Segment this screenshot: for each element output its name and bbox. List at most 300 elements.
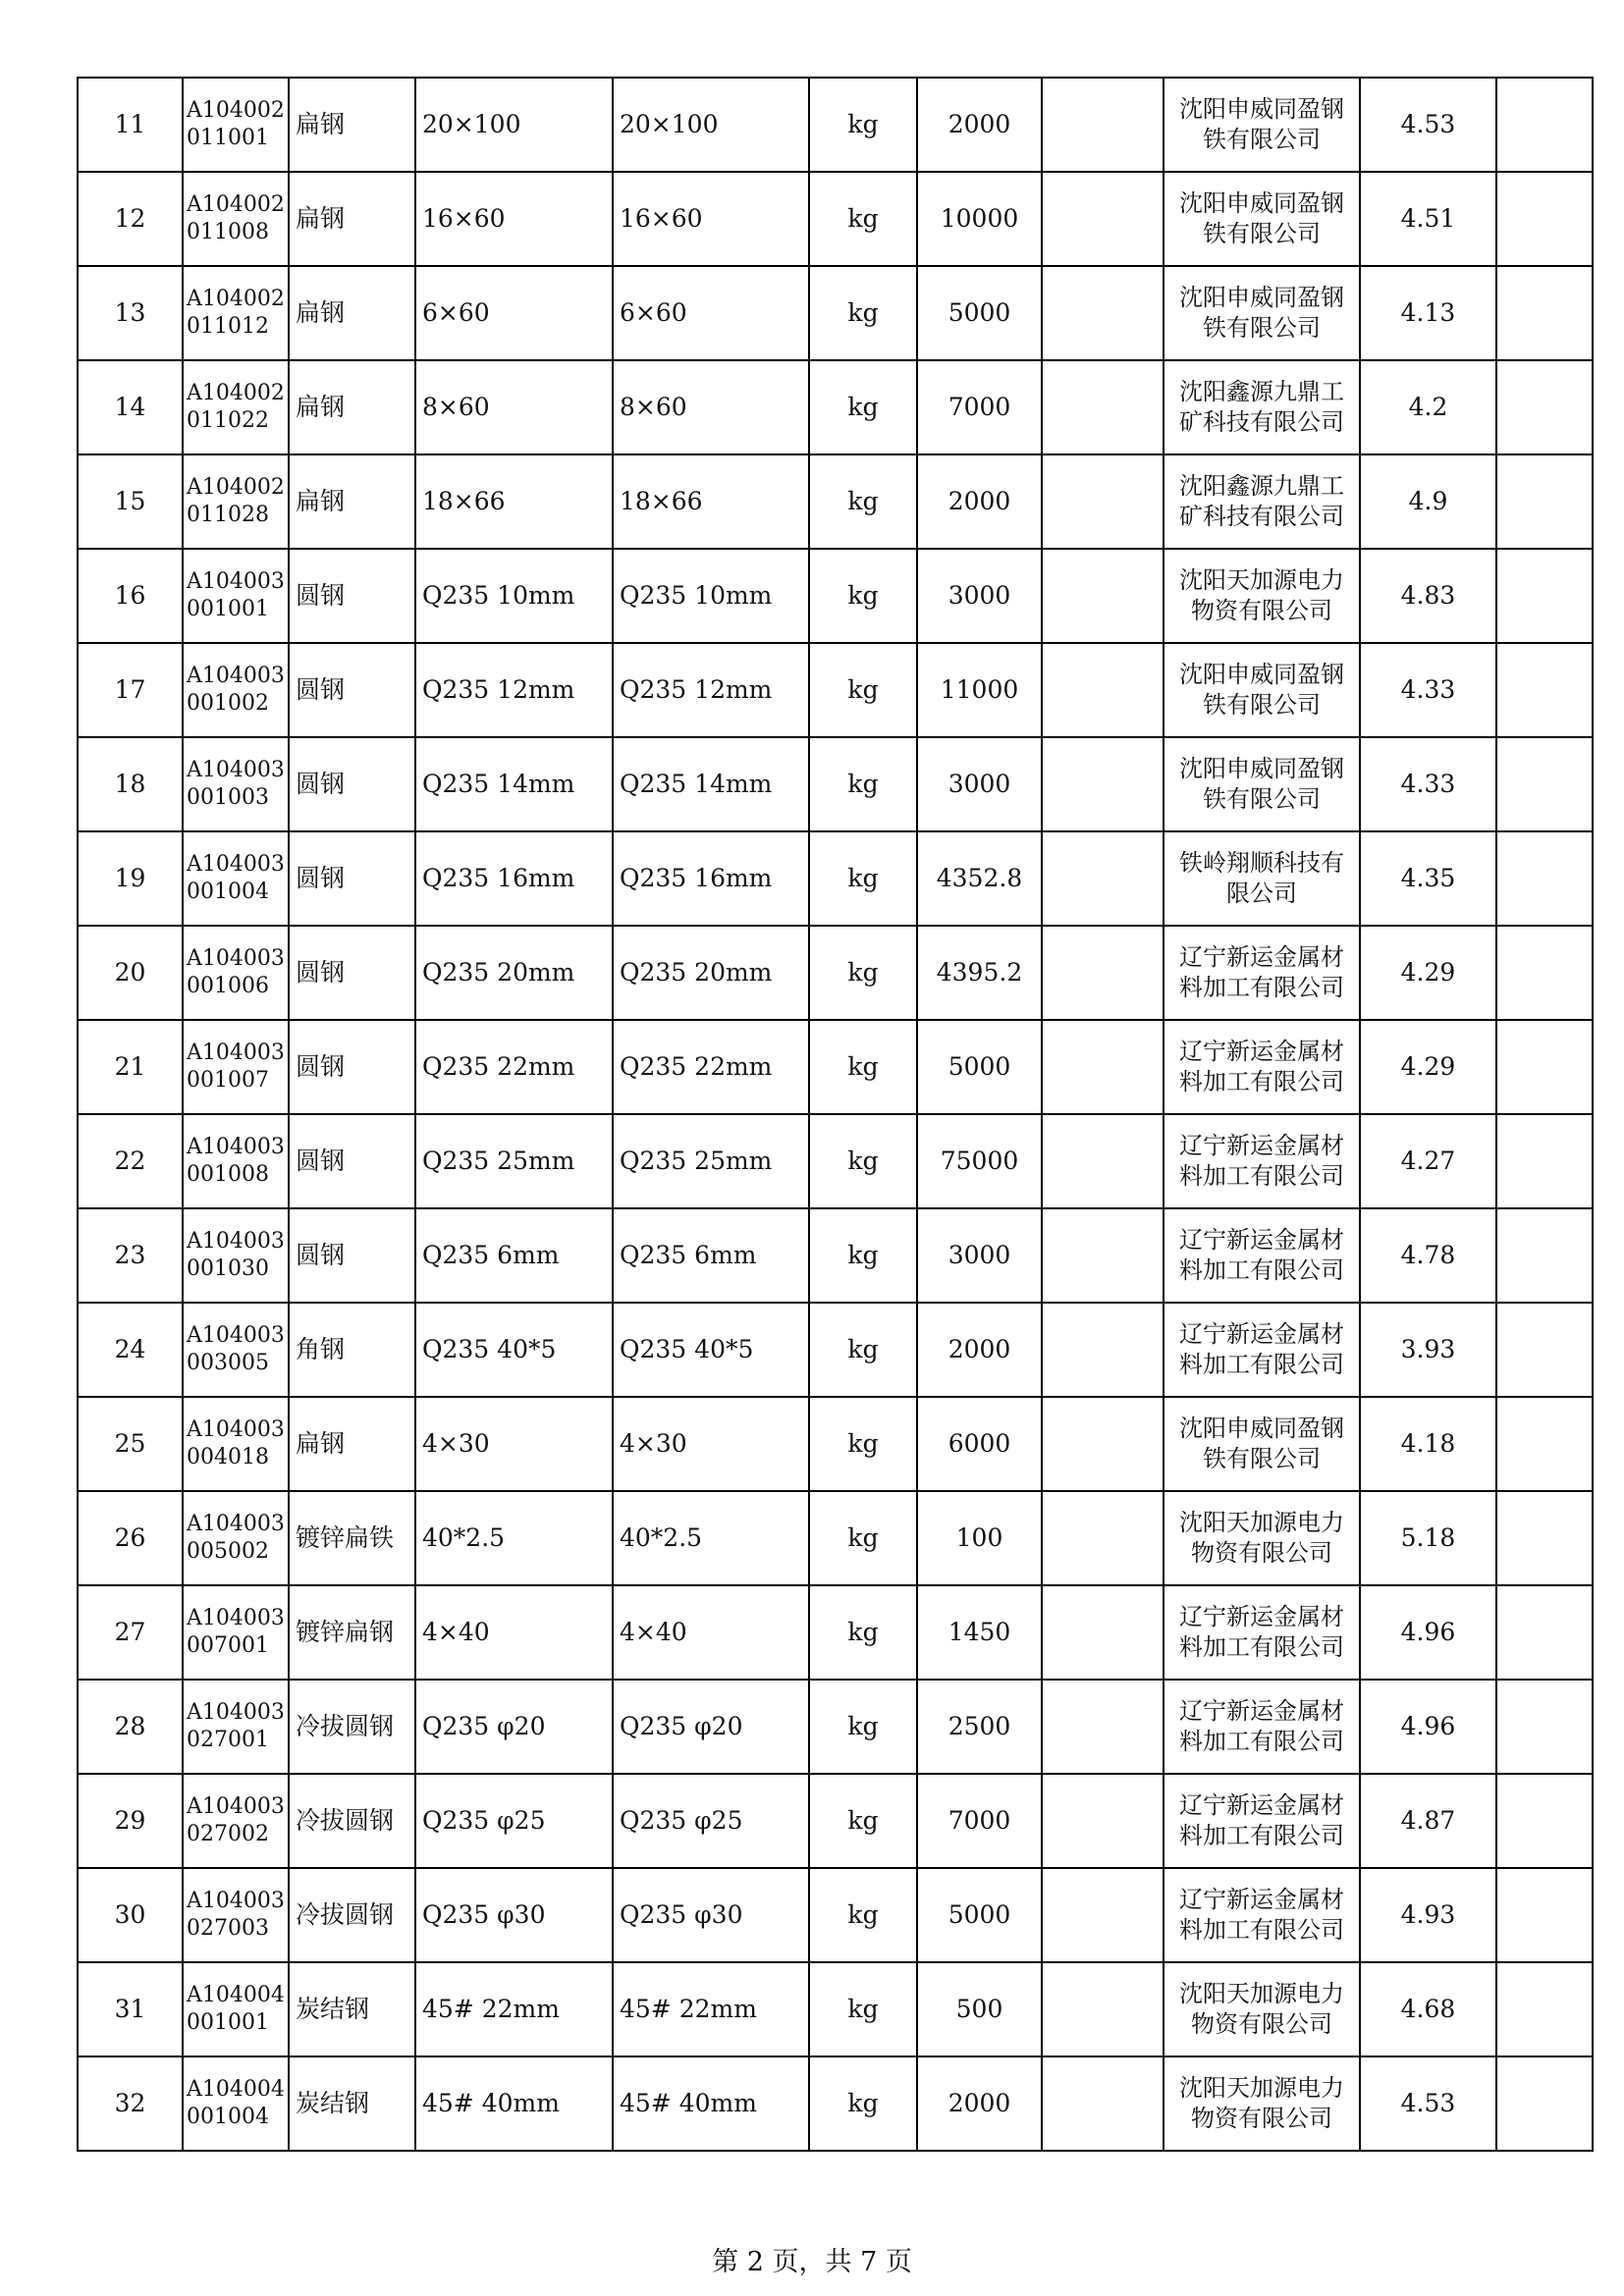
specification: 16×60	[422, 204, 506, 233]
material-code-cell	[183, 1868, 289, 1962]
specification-cell	[415, 1020, 613, 1114]
quantity: 2000	[947, 1335, 1011, 1363]
supplier: 辽宁新运金属材料加工有限公司	[1179, 1038, 1344, 1095]
material-code-cell	[183, 643, 289, 737]
unit-price: 4.29	[1400, 958, 1456, 987]
supplier: 辽宁新运金属材料加工有限公司	[1179, 943, 1344, 1001]
supplier-cell	[1164, 1774, 1360, 1868]
model-cell	[613, 2056, 809, 2151]
unit-price: 4.83	[1400, 581, 1456, 610]
material-name: 扁钢	[296, 487, 346, 515]
table-row	[78, 1585, 1593, 1680]
material-code: A104003001008	[187, 1135, 285, 1187]
row-number: 19	[114, 864, 146, 892]
specification: Q235 40*5	[422, 1335, 557, 1363]
material-code-cell	[183, 926, 289, 1020]
material-name-cell	[289, 643, 415, 737]
blank-cell-cell	[1496, 1114, 1593, 1208]
row-number-cell	[78, 2056, 183, 2151]
material-name-cell	[289, 831, 415, 926]
row-number-cell	[78, 737, 183, 831]
material-name-cell	[289, 1774, 415, 1868]
unit-cell	[809, 1208, 917, 1303]
material-name: 圆钢	[296, 770, 346, 798]
row-number-cell	[78, 454, 183, 549]
quantity: 500	[955, 1995, 1003, 2023]
model-cell	[613, 1208, 809, 1303]
supplier-cell	[1164, 360, 1360, 454]
blank-cell-cell	[1496, 78, 1593, 172]
material-name: 圆钢	[296, 675, 346, 704]
quantity-cell	[917, 1303, 1042, 1397]
unit-price-cell	[1360, 454, 1496, 549]
model-cell	[613, 549, 809, 643]
row-number-cell	[78, 1680, 183, 1774]
unit-price: 4.9	[1408, 487, 1448, 515]
unit-price-cell	[1360, 78, 1496, 172]
supplier-cell	[1164, 1868, 1360, 1962]
blank-cell-cell	[1042, 1868, 1164, 1962]
supplier-cell	[1164, 1585, 1360, 1680]
quantity: 100	[955, 1523, 1003, 1552]
specification: 45# 22mm	[422, 1995, 560, 2023]
model-cell	[613, 926, 809, 1020]
row-number-cell	[78, 643, 183, 737]
specification-cell	[415, 737, 613, 831]
model-cell	[613, 172, 809, 266]
table-row	[78, 1208, 1593, 1303]
specification: 8×60	[422, 393, 490, 421]
specification: Q235 16mm	[422, 864, 575, 892]
material-name: 冷拔圆钢	[296, 1900, 395, 1929]
quantity: 4352.8	[936, 864, 1023, 892]
model: Q235 16mm	[620, 864, 773, 892]
blank-cell-cell	[1496, 360, 1593, 454]
blank-cell-cell	[1496, 1397, 1593, 1491]
row-number-cell	[78, 1868, 183, 1962]
row-number-cell	[78, 1585, 183, 1680]
material-name-cell	[289, 360, 415, 454]
row-number-cell	[78, 1397, 183, 1491]
material-name-cell	[289, 737, 415, 831]
model-cell	[613, 1020, 809, 1114]
supplier: 沈阳天加源电力物资有限公司	[1179, 566, 1344, 624]
unit-price: 4.2	[1408, 393, 1448, 421]
model: Q235 φ20	[620, 1712, 743, 1740]
supplier-cell	[1164, 2056, 1360, 2151]
specification: Q235 25mm	[422, 1147, 575, 1175]
quantity-cell	[917, 831, 1042, 926]
row-number-cell	[78, 1208, 183, 1303]
model-cell	[613, 1585, 809, 1680]
material-name: 扁钢	[296, 204, 346, 233]
specification: Q235 22mm	[422, 1052, 575, 1081]
unit-price-cell	[1360, 1491, 1496, 1585]
material-code: A104003027001	[187, 1700, 285, 1752]
quantity: 11000	[940, 675, 1019, 704]
specification: Q235 10mm	[422, 581, 575, 610]
model-cell	[613, 643, 809, 737]
supplier-cell	[1164, 454, 1360, 549]
model: 6×60	[620, 298, 687, 327]
material-name-cell	[289, 549, 415, 643]
material-code: A104003027003	[187, 1889, 285, 1941]
material-code-cell	[183, 1114, 289, 1208]
row-number: 11	[114, 110, 146, 138]
quantity-cell	[917, 1491, 1042, 1585]
supplier: 辽宁新运金属材料加工有限公司	[1179, 1697, 1344, 1755]
model: 45# 40mm	[620, 2089, 757, 2117]
unit-cell	[809, 1491, 917, 1585]
blank-cell-cell	[1042, 1303, 1164, 1397]
unit-cell	[809, 1114, 917, 1208]
blank-cell-cell	[1496, 1680, 1593, 1774]
supplier-cell	[1164, 1114, 1360, 1208]
specification-cell	[415, 78, 613, 172]
model-cell	[613, 1868, 809, 1962]
material-name-cell	[289, 1208, 415, 1303]
unit: kg	[847, 1523, 879, 1552]
model: 4×30	[620, 1429, 687, 1458]
blank-cell-cell	[1042, 831, 1164, 926]
row-number-cell	[78, 1491, 183, 1585]
material-name: 圆钢	[296, 1241, 346, 1269]
unit-cell	[809, 2056, 917, 2151]
model-cell	[613, 78, 809, 172]
model-cell	[613, 831, 809, 926]
unit: kg	[847, 675, 879, 704]
specification-cell	[415, 2056, 613, 2151]
model-cell	[613, 454, 809, 549]
table-row	[78, 172, 1593, 266]
unit-price-cell	[1360, 1680, 1496, 1774]
supplier-cell	[1164, 172, 1360, 266]
supplier-cell	[1164, 926, 1360, 1020]
blank-cell-cell	[1042, 2056, 1164, 2151]
supplier: 辽宁新运金属材料加工有限公司	[1179, 1791, 1344, 1849]
quantity: 10000	[940, 204, 1019, 233]
row-number: 31	[114, 1995, 146, 2023]
material-code: A104003003005	[187, 1323, 285, 1375]
specification-cell	[415, 1491, 613, 1585]
row-number: 23	[114, 1241, 146, 1269]
quantity: 3000	[947, 1241, 1011, 1269]
material-name-cell	[289, 1680, 415, 1774]
unit-cell	[809, 454, 917, 549]
blank-cell-cell	[1496, 643, 1593, 737]
blank-cell-cell	[1042, 454, 1164, 549]
material-name: 镀锌扁钢	[296, 1618, 395, 1646]
unit-price: 4.93	[1400, 1900, 1456, 1929]
blank-cell-cell	[1042, 78, 1164, 172]
row-number: 14	[114, 393, 146, 421]
blank-cell-cell	[1496, 1962, 1593, 2056]
unit-price-cell	[1360, 266, 1496, 360]
unit: kg	[847, 864, 879, 892]
table-row	[78, 643, 1593, 737]
row-number-cell	[78, 1303, 183, 1397]
material-code-cell	[183, 1962, 289, 2056]
unit-cell	[809, 266, 917, 360]
supplier: 沈阳申威同盈钢铁有限公司	[1179, 755, 1344, 813]
supplier-cell	[1164, 1303, 1360, 1397]
page-footer: 第 2 页，共 7 页	[712, 2247, 912, 2277]
row-number: 22	[114, 1147, 146, 1175]
unit: kg	[847, 1241, 879, 1269]
supplier-cell	[1164, 1397, 1360, 1491]
specification-cell	[415, 1585, 613, 1680]
model-cell	[613, 1114, 809, 1208]
model-cell	[613, 266, 809, 360]
table-row	[78, 1774, 1593, 1868]
unit-price-cell	[1360, 549, 1496, 643]
material-code: A104003001002	[187, 664, 285, 716]
unit-price-cell	[1360, 1303, 1496, 1397]
quantity: 3000	[947, 770, 1011, 798]
unit-price-cell	[1360, 643, 1496, 737]
row-number-cell	[78, 360, 183, 454]
quantity-cell	[917, 643, 1042, 737]
row-number: 27	[114, 1618, 146, 1646]
unit-cell	[809, 78, 917, 172]
table-body	[78, 78, 1593, 2151]
row-number-cell	[78, 1020, 183, 1114]
material-name: 角钢	[296, 1335, 346, 1363]
material-code-cell	[183, 549, 289, 643]
material-name-cell	[289, 1868, 415, 1962]
material-code-cell	[183, 2056, 289, 2151]
quantity-cell	[917, 1868, 1042, 1962]
material-code: A104002011028	[187, 475, 285, 527]
material-name: 冷拔圆钢	[296, 1806, 395, 1835]
blank-cell-cell	[1496, 1868, 1593, 1962]
table-row	[78, 926, 1593, 1020]
material-name-cell	[289, 1491, 415, 1585]
row-number: 32	[114, 2089, 146, 2117]
unit: kg	[847, 204, 879, 233]
quantity-cell	[917, 1020, 1042, 1114]
material-code: A104003007001	[187, 1606, 285, 1658]
unit: kg	[847, 487, 879, 515]
blank-cell-cell	[1496, 1491, 1593, 1585]
quantity: 7000	[947, 1806, 1011, 1835]
material-name-cell	[289, 1962, 415, 2056]
material-name-cell	[289, 266, 415, 360]
specification-cell	[415, 1774, 613, 1868]
specification-cell	[415, 266, 613, 360]
model-cell	[613, 737, 809, 831]
specification-cell	[415, 1962, 613, 2056]
unit: kg	[847, 393, 879, 421]
unit-price-cell	[1360, 1020, 1496, 1114]
material-code-cell	[183, 1303, 289, 1397]
unit: kg	[847, 1618, 879, 1646]
model: 8×60	[620, 393, 687, 421]
material-name: 镀锌扁铁	[296, 1523, 395, 1552]
material-code-cell	[183, 1491, 289, 1585]
supplier: 辽宁新运金属材料加工有限公司	[1179, 1603, 1344, 1661]
quantity: 1450	[947, 1618, 1011, 1646]
supplier: 沈阳申威同盈钢铁有限公司	[1179, 1415, 1344, 1472]
unit: kg	[847, 2089, 879, 2117]
blank-cell-cell	[1496, 172, 1593, 266]
model: Q235 22mm	[620, 1052, 773, 1081]
blank-cell-cell	[1496, 266, 1593, 360]
row-number: 13	[114, 298, 146, 327]
specification-cell	[415, 1397, 613, 1491]
material-name: 圆钢	[296, 581, 346, 610]
specification-cell	[415, 1208, 613, 1303]
unit-cell	[809, 1680, 917, 1774]
supplier-cell	[1164, 1491, 1360, 1585]
row-number-cell	[78, 1962, 183, 2056]
specification: 20×100	[422, 110, 521, 138]
supplier: 沈阳申威同盈钢铁有限公司	[1179, 95, 1344, 153]
blank-cell-cell	[1042, 360, 1164, 454]
unit: kg	[847, 581, 879, 610]
quantity: 2000	[947, 2089, 1011, 2117]
model: Q235 25mm	[620, 1147, 773, 1175]
material-name-cell	[289, 926, 415, 1020]
unit: kg	[847, 1900, 879, 1929]
row-number-cell	[78, 549, 183, 643]
material-name-cell	[289, 1303, 415, 1397]
row-number: 24	[114, 1335, 146, 1363]
supplier: 铁岭翔顺科技有限公司	[1179, 849, 1344, 907]
quantity-cell	[917, 2056, 1042, 2151]
table-row	[78, 737, 1593, 831]
material-code-cell	[183, 1020, 289, 1114]
unit-cell	[809, 1020, 917, 1114]
quantity-cell	[917, 172, 1042, 266]
material-code: A104004001001	[187, 1983, 285, 2035]
material-code: A104002011001	[187, 98, 285, 150]
unit-price-cell	[1360, 1962, 1496, 2056]
quantity-cell	[917, 549, 1042, 643]
unit: kg	[847, 1429, 879, 1458]
material-code: A104003005002	[187, 1512, 285, 1564]
specification: Q235 φ20	[422, 1712, 546, 1740]
blank-cell-cell	[1042, 266, 1164, 360]
material-code-cell	[183, 1585, 289, 1680]
unit-cell	[809, 1774, 917, 1868]
model-cell	[613, 1397, 809, 1491]
model-cell	[613, 1680, 809, 1774]
row-number: 25	[114, 1429, 146, 1458]
supplier: 辽宁新运金属材料加工有限公司	[1179, 1320, 1344, 1378]
material-code-cell	[183, 737, 289, 831]
row-number-cell	[78, 172, 183, 266]
blank-cell-cell	[1042, 926, 1164, 1020]
unit: kg	[847, 958, 879, 987]
blank-cell-cell	[1496, 454, 1593, 549]
unit-cell	[809, 1585, 917, 1680]
material-code: A104003001006	[187, 946, 285, 998]
quantity-cell	[917, 1962, 1042, 2056]
unit: kg	[847, 1995, 879, 2023]
unit: kg	[847, 1052, 879, 1081]
specification-cell	[415, 1680, 613, 1774]
blank-cell-cell	[1042, 1585, 1164, 1680]
specification-cell	[415, 1114, 613, 1208]
supplier-cell	[1164, 1680, 1360, 1774]
row-number: 21	[114, 1052, 146, 1081]
supplier-cell	[1164, 737, 1360, 831]
table-row	[78, 360, 1593, 454]
material-code: A104002011012	[187, 287, 285, 339]
blank-cell-cell	[1496, 1020, 1593, 1114]
table-row	[78, 1303, 1593, 1397]
unit: kg	[847, 770, 879, 798]
specification-cell	[415, 172, 613, 266]
unit-cell	[809, 1868, 917, 1962]
supplier: 沈阳天加源电力物资有限公司	[1179, 2074, 1344, 2132]
unit-cell	[809, 643, 917, 737]
blank-cell-cell	[1042, 1962, 1164, 2056]
supplier: 沈阳天加源电力物资有限公司	[1179, 1509, 1344, 1567]
blank-cell-cell	[1042, 172, 1164, 266]
unit: kg	[847, 1806, 879, 1835]
material-code: A104003001004	[187, 852, 285, 904]
model: Q235 20mm	[620, 958, 773, 987]
material-code-cell	[183, 1680, 289, 1774]
supplier: 沈阳鑫源九鼎工矿科技有限公司	[1179, 378, 1344, 436]
blank-cell-cell	[1496, 1585, 1593, 1680]
material-code-cell	[183, 1397, 289, 1491]
quantity-cell	[917, 1774, 1042, 1868]
blank-cell-cell	[1042, 1208, 1164, 1303]
quantity: 4395.2	[936, 958, 1023, 987]
material-name-cell	[289, 172, 415, 266]
table-row	[78, 1868, 1593, 1962]
supplier: 沈阳天加源电力物资有限公司	[1179, 1980, 1344, 2038]
material-name-cell	[289, 1397, 415, 1491]
material-code-cell	[183, 454, 289, 549]
unit-price: 4.18	[1400, 1429, 1456, 1458]
material-name: 圆钢	[296, 1052, 346, 1081]
material-name-cell	[289, 1114, 415, 1208]
unit-price: 4.51	[1400, 204, 1456, 233]
quantity: 5000	[947, 1900, 1011, 1929]
quantity-cell	[917, 1397, 1042, 1491]
material-name-cell	[289, 1020, 415, 1114]
material-code: A104002011022	[187, 381, 285, 433]
unit-price: 4.53	[1400, 110, 1456, 138]
material-name: 扁钢	[296, 298, 346, 327]
unit-price: 4.13	[1400, 298, 1456, 327]
row-number: 20	[114, 958, 146, 987]
model: 40*2.5	[620, 1523, 703, 1552]
material-code-cell	[183, 78, 289, 172]
quantity-cell	[917, 360, 1042, 454]
unit-cell	[809, 1397, 917, 1491]
table-row	[78, 454, 1593, 549]
row-number: 12	[114, 204, 146, 233]
unit-cell	[809, 831, 917, 926]
unit-cell	[809, 926, 917, 1020]
table-row	[78, 2056, 1593, 2151]
blank-cell-cell	[1496, 549, 1593, 643]
row-number: 28	[114, 1712, 146, 1740]
quantity: 75000	[940, 1147, 1019, 1175]
model: Q235 12mm	[620, 675, 773, 704]
material-name: 圆钢	[296, 958, 346, 987]
row-number-cell	[78, 266, 183, 360]
material-code: A104003004018	[187, 1417, 285, 1469]
specification: 6×60	[422, 298, 490, 327]
table-row	[78, 549, 1593, 643]
specification: Q235 14mm	[422, 770, 575, 798]
